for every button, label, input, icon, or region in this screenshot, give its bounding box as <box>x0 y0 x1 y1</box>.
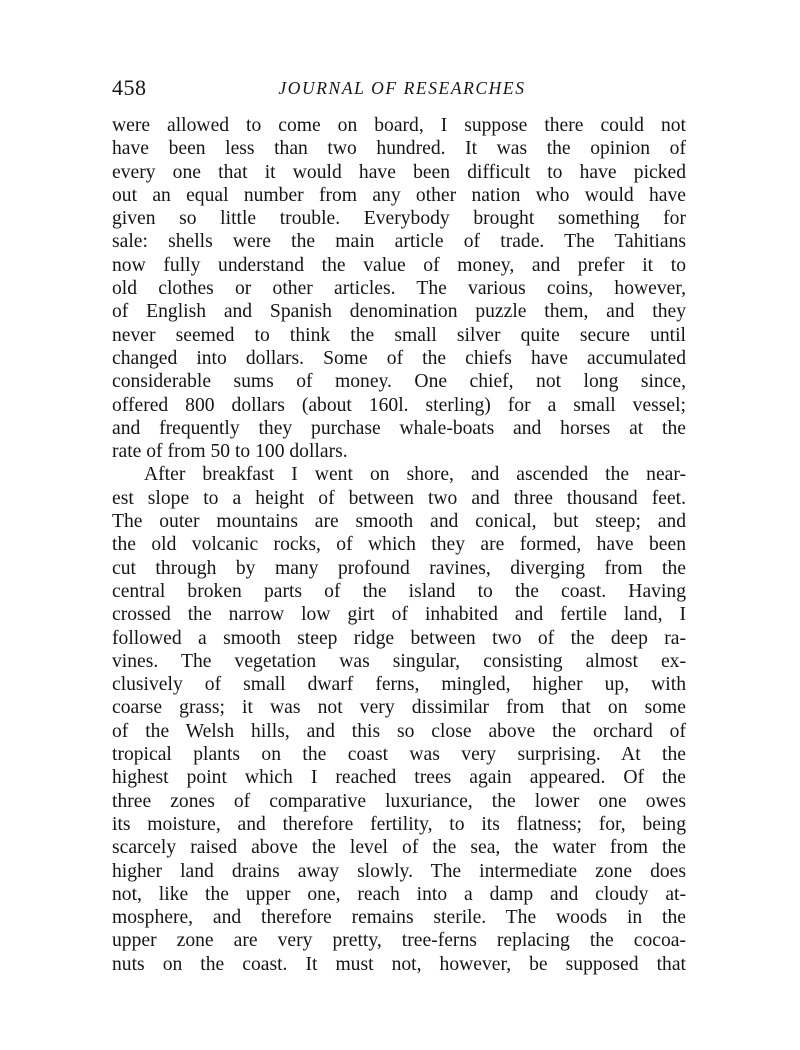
text-line: now fully understand the value of money, and prefer it to <box>112 254 686 276</box>
text-line: never seemed to think the small silver quite secure until <box>112 324 686 346</box>
text-line: out an equal number from any other nation who would have <box>112 184 686 206</box>
text-line: old clothes or other articles. The various coins, however, <box>112 278 686 300</box>
text-line: its moisture, and therefore fertility, to its flatness; for, being <box>112 813 686 835</box>
text-line: higher land drains away slowly. The intermediate zone does <box>112 860 686 882</box>
text-line: offered 800 dollars (about 160l. sterling) for a small vessel; <box>112 394 686 416</box>
text-line: considerable sums of money. One chief, not long since, <box>112 371 686 393</box>
text-line: vines. The vegetation was singular, consisting almost ex- <box>112 650 686 672</box>
text-line: upper zone are very pretty, tree-ferns replacing the cocoa- <box>112 930 686 952</box>
text-line: changed into dollars. Some of the chiefs have accumulated <box>112 347 686 369</box>
text-line: tropical plants on the coast was very surprising. At the <box>112 744 686 766</box>
text-line: crossed the narrow low girt of inhabited and fertile land, I <box>112 604 686 626</box>
text-line: rate of from 50 to 100 dollars. <box>112 441 348 463</box>
paragraph-2 <box>112 463 686 976</box>
text-line: of English and Spanish denomination puzzle them, and they <box>112 301 686 323</box>
text-line: given so little trouble. Everybody brought something for <box>112 208 686 230</box>
text-line: three zones of comparative luxuriance, the lower one owes <box>112 790 686 812</box>
text-line: scarcely raised above the level of the sea, the water from the <box>112 837 686 859</box>
text-line: every one that it would have been difficult to have picked <box>112 161 686 183</box>
text-line: cut through by many profound ravines, diverging from the <box>112 557 686 579</box>
text-line: were allowed to come on board, I suppose there could not <box>112 115 686 136</box>
text-line: have been less than two hundred. It was the opinion of <box>112 138 686 160</box>
text-line: After breakfast I went on shore, and ascended the near- <box>144 464 686 486</box>
text-line: mosphere, and therefore remains sterile. The woods in the <box>112 907 686 929</box>
text-line: highest point which I reached trees again appeared. Of the <box>112 767 686 789</box>
body-text <box>112 114 686 976</box>
text-line: coarse grass; it was not very dissimilar from that on some <box>112 697 686 719</box>
text-line: and frequently they purchase whale-boats and horses at the <box>112 417 686 439</box>
paragraph-1 <box>112 114 686 463</box>
text-line: of the Welsh hills, and this so close above the orchard of <box>112 720 686 742</box>
text-line: sale: shells were the main article of trade. The Tahitians <box>112 231 686 253</box>
text-line: the old volcanic rocks, of which they are formed, have been <box>112 534 686 556</box>
text-line: nuts on the coast. It must not, however, be supposed that <box>112 953 686 975</box>
text-line: followed a smooth steep ridge between two of the deep ra- <box>112 627 686 649</box>
text-line: central broken parts of the island to the coast. Having <box>112 580 686 602</box>
page-number: 458 <box>112 75 147 100</box>
text-line: The outer mountains are smooth and conical, but steep; and <box>112 511 686 533</box>
text-line: clusively of small dwarf ferns, mingled, higher up, with <box>112 674 686 696</box>
text-line: not, like the upper one, reach into a damp and cloudy at- <box>112 883 686 905</box>
text-line: est slope to a height of between two and three thousand feet. <box>112 487 686 509</box>
running-head <box>112 72 692 104</box>
running-title: JOURNAL OF RESEARCHES <box>278 78 526 98</box>
